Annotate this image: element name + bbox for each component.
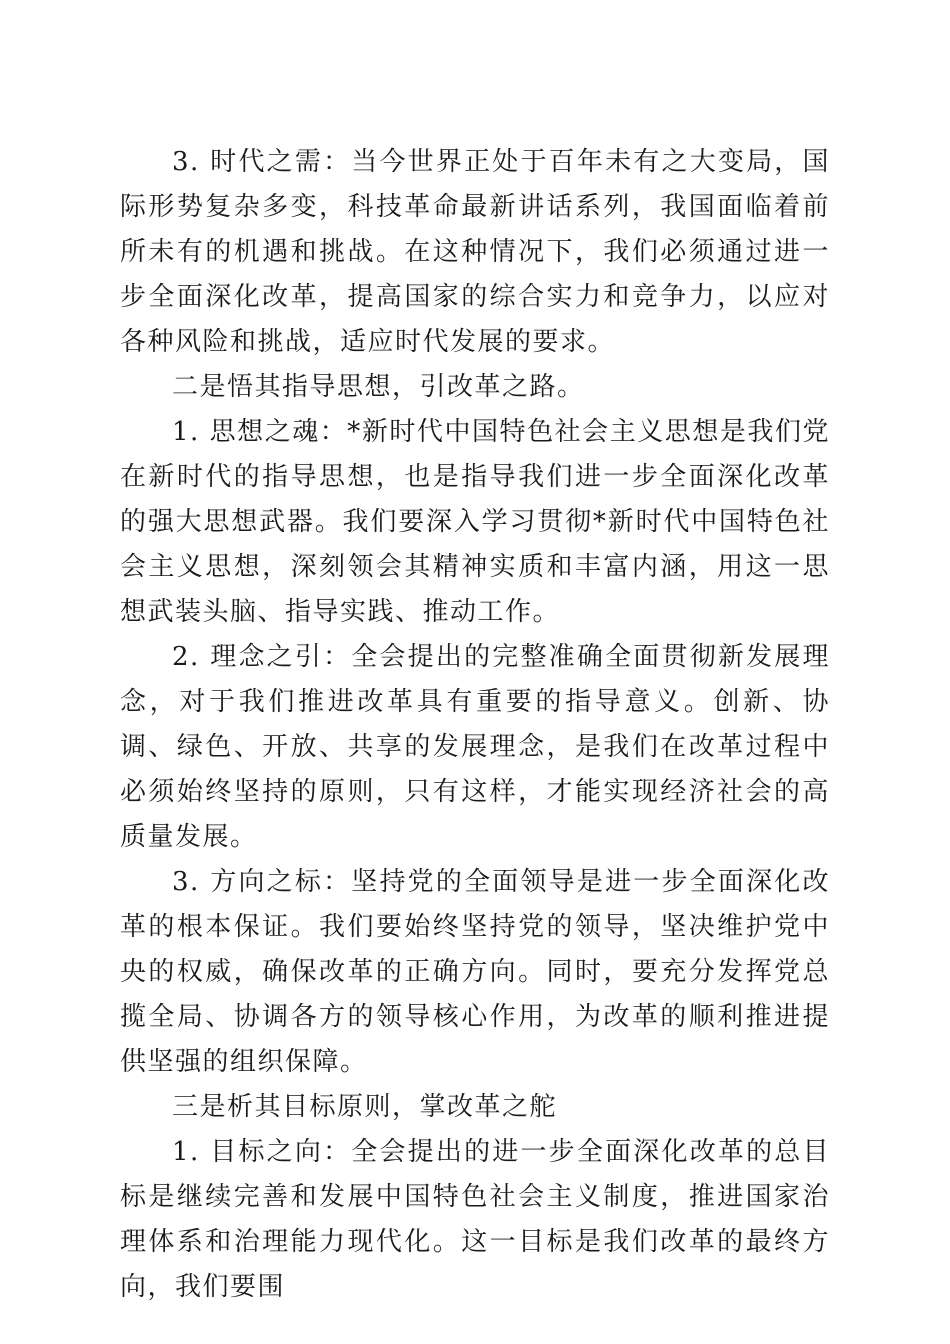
paragraph-soul-of-thought: 1. 思想之魂：*新时代中国特色社会主义思想是我们党在新时代的指导思想，也是指导我们进一步全面深化改革的强大思想武器。我们要深入学习贯彻*新时代中国特色社会主义思想，深刻领会其精神实质和丰富内涵，用这一思想武装头脑、指导实践、推动工作。 [120, 417, 830, 627]
section-heading-guiding-thought: 二是悟其指导思想，引改革之路。 [172, 372, 585, 402]
document-body [120, 140, 830, 1310]
paragraph-era-needs: 3. 时代之需：当今世界正处于百年未有之大变局，国际形势复杂多变，科技革命最新讲话系列，我国面临着前所未有的机遇和挑战。在这种情况下，我们必须通过进一步全面深化改革，提高国家的综合实力和竞争力，以应对各种风险和挑战，适应时代发展的要求。 [120, 147, 830, 357]
section-heading-goal-principles: 三是析其目标原则，掌改革之舵 [172, 1092, 558, 1122]
paragraph-goal-direction: 1. 目标之向：全会提出的进一步全面深化改革的总目标是继续完善和发展中国特色社会主义制度，推进国家治理体系和治理能力现代化。这一目标是我们改革的最终方向，我们要围 [120, 1137, 830, 1302]
paragraph-guidance-of-concept: 2. 理念之引：全会提出的完整准确全面贯彻新发展理念，对于我们推进改革具有重要的指导意义。创新、协调、绿色、开放、共享的发展理念，是我们在改革过程中必须始终坚持的原则，只有这样，才能实现经济社会的高质量发展。 [120, 642, 830, 852]
paragraph-direction-marker: 3. 方向之标：坚持党的全面领导是进一步全面深化改革的根本保证。我们要始终坚持党的领导，坚决维护党中央的权威，确保改革的正确方向。同时，要充分发挥党总揽全局、协调各方的领导核心作用，为改革的顺利推进提供坚强的组织保障。 [120, 867, 830, 1077]
